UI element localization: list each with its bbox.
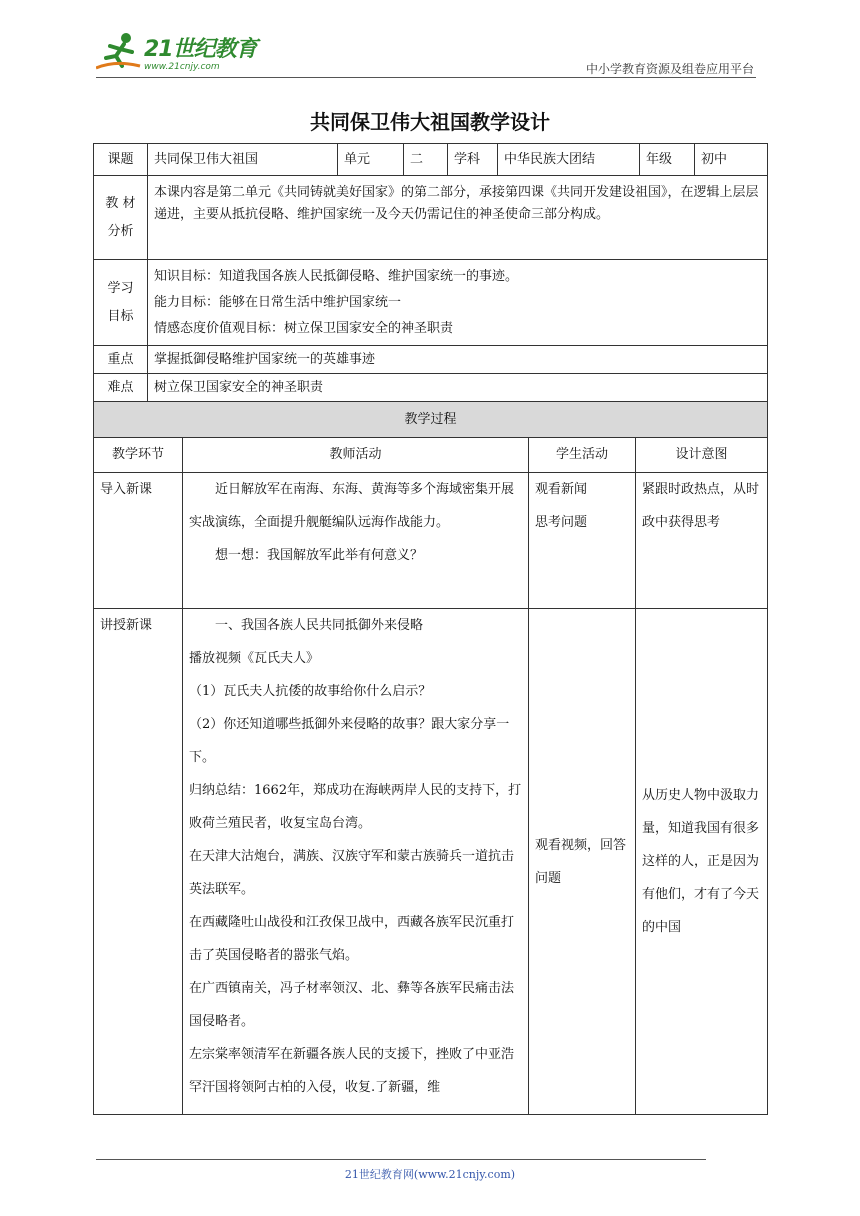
unit-label: 单元 [338, 144, 404, 176]
goals-cell [148, 260, 768, 346]
teacher-paragraph: 在天津大沽炮台，满族、汉族守军和蒙古族骑兵一道抗击英法联军。 [189, 849, 515, 897]
goals-label: 学习 目标 [94, 260, 148, 346]
intent-lesson: 从历史人物中汲取力量，知道我国有很多这样的人，正是因为有他们，才有了今天的中国 [636, 609, 768, 1115]
teacher-paragraph: 播放视频《瓦氏夫人》 [189, 651, 320, 666]
material-label: 教 材 分析 [94, 176, 148, 260]
subject-value: 中华民族大团结 [498, 144, 640, 176]
info-table [93, 143, 768, 402]
key-label: 重点 [94, 346, 148, 374]
stage-lesson: 讲授新课 [94, 609, 183, 1115]
platform-name: 中小学教育资源及组卷应用平台 [585, 62, 754, 76]
difficulty-label: 难点 [94, 374, 148, 402]
teacher-paragraph: 近日解放军在南海、东海、黄海等多个海域密集开展实战演练，全面提升舰艇编队远海作战能力。 [189, 482, 515, 530]
teacher-paragraph: 一、我国各族人民共同抵御外来侵略 [215, 618, 424, 633]
footer-text: 21世纪教育网(www.21cnjy.com) [344, 1168, 516, 1181]
subject-label: 学科 [448, 144, 498, 176]
goal-knowledge: 知识目标：知道我国各族人民抵御侵略、维护国家统一的事迹。 [154, 268, 519, 284]
stage-intro: 导入新课 [94, 473, 183, 609]
key-text: 掌握抵御侵略维护国家统一的英雄事迹 [148, 346, 768, 374]
page-title: 共同保卫伟大祖国教学设计 [310, 110, 550, 134]
col-teacher: 教师活动 [183, 438, 529, 473]
grade-value: 初中 [695, 144, 768, 176]
footer-divider [96, 1159, 706, 1160]
goal-ability: 能力目标：能够在日常生活中维护国家统一 [154, 294, 402, 310]
col-intent: 设计意图 [636, 438, 768, 473]
goal-emotion: 情感态度价值观目标：树立保卫国家安全的神圣职责 [154, 320, 454, 336]
logo-text: 21世纪教育 [144, 37, 257, 62]
logo-url: www.21cnjy.com [144, 62, 220, 72]
teacher-intro [183, 473, 529, 609]
difficulty-text: 树立保卫国家安全的神圣职责 [148, 374, 768, 402]
process-heading: 教学过程 [94, 402, 768, 438]
teacher-paragraph: （2）你还知道哪些抵御外来侵略的故事？跟大家分享一下。 [189, 717, 510, 765]
process-table [93, 401, 768, 1115]
material-text: 本课内容是第二单元《共同铸就美好国家》的第二部分，承接第四课《共同开发建设祖国》，在逻辑上层层递进，主要从抵抗侵略、维护国家统一及今天仍需记住的神圣使命三部分构成。 [148, 176, 768, 260]
col-stage: 教学环节 [94, 438, 183, 473]
unit-value: 二 [404, 144, 448, 176]
teacher-paragraph: （1）瓦氏夫人抗倭的故事给你什么启示？ [189, 684, 432, 699]
topic-value: 共同保卫伟大祖国 [148, 144, 338, 176]
runner-logo-icon [96, 32, 142, 72]
header-divider [96, 77, 756, 78]
teacher-paragraph: 想一想：我国解放军此举有何意义？ [215, 548, 424, 563]
teacher-paragraph: 归纳总结：1662年，郑成功在海峡两岸人民的支持下，打败荷兰殖民者，收复宝岛台湾。 [189, 783, 522, 831]
teacher-paragraph: 在广西镇南关，冯子材率领汉、北、彝等各族军民痛击法国侵略者。 [189, 981, 515, 1029]
col-student: 学生活动 [529, 438, 636, 473]
teacher-paragraph: 在西藏隆吐山战役和江孜保卫战中，西藏各族军民沉重打击了英国侵略者的嚣张气焰。 [189, 915, 515, 963]
intent-intro: 紧跟时政热点，从时政中获得思考 [636, 473, 768, 609]
teacher-paragraph: 左宗棠率领清军在新疆各族人民的支援下，挫败了中亚浩罕汗国将领阿古柏的入侵，收复.了新疆，维 [189, 1047, 515, 1095]
grade-label: 年级 [640, 144, 695, 176]
page-header [0, 0, 860, 80]
student-lesson: 观看视频，回答问题 [529, 609, 636, 1115]
teacher-lesson [183, 609, 529, 1115]
logo [96, 32, 266, 78]
topic-label: 课题 [94, 144, 148, 176]
student-intro: 观看新闻 思考问题 [529, 473, 636, 609]
